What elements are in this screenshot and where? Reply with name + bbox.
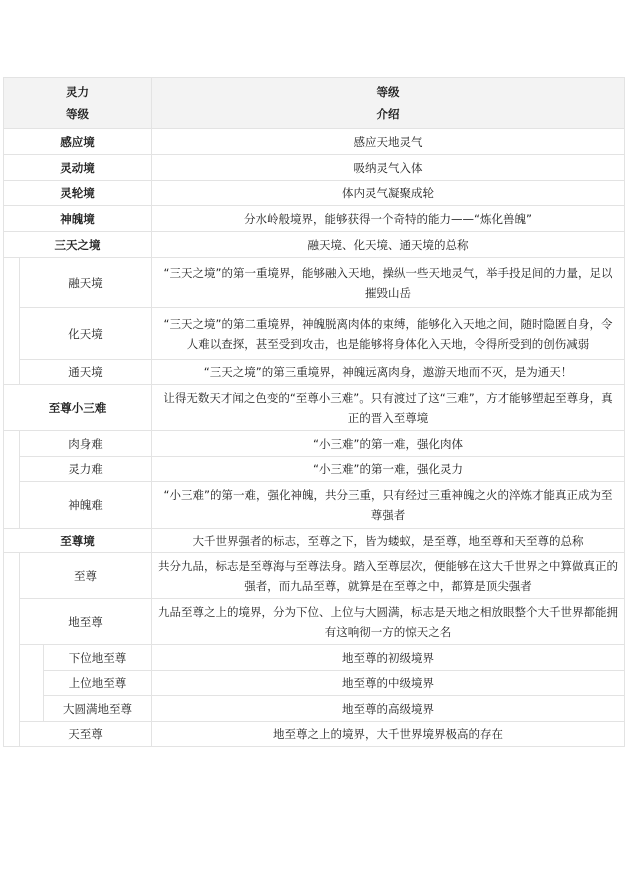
table-row — [4, 645, 625, 671]
table-row — [4, 671, 625, 696]
realm-name: 神魄难 — [20, 482, 152, 529]
realm-table — [3, 77, 625, 747]
realm-name: 地至尊 — [20, 599, 152, 645]
realm-desc: 体内灵气凝聚成轮 — [152, 181, 625, 206]
header-cell-level — [4, 78, 152, 129]
realm-name: 肉身难 — [20, 431, 152, 457]
realm-desc: 九品至尊之上的境界，分为下位、上位与大圆满，标志是天地之相放眼整个大千世界都能拥有这响彻一方的惊天之名 — [152, 599, 625, 645]
table-row — [4, 206, 625, 232]
realm-desc: 共分九品，标志是至尊海与至尊法身。踏入至尊层次，便能够在这大千世界之中算做真正的强者，而九品至尊，就算是在至尊之中，都算是顶尖强者 — [152, 553, 625, 599]
realm-desc: “三天之境”的第一重境界，能够融入天地，操纵一些天地灵气，举手投足间的力量，足以摧毁山岳 — [152, 258, 625, 308]
realm-desc: “小三难”的第一难，强化神魄，共分三重，只有经过三重神魄之火的淬炼才能真正成为至尊强者 — [152, 482, 625, 529]
realm-name: 感应境 — [4, 129, 152, 155]
realm-name: 三天之境 — [4, 232, 152, 258]
realm-name: 灵轮境 — [4, 181, 152, 206]
table-row — [4, 385, 625, 431]
header-text: 等级 — [376, 85, 400, 99]
table-row — [4, 360, 625, 385]
realm-desc: “三天之境”的第二重境界，神魄脱离肉体的束缚，能够化入天地之间，随时隐匿自身，令人难以查探，甚至受到攻击，也是能够将身体化入天地，令得所受到的创伤减弱 — [152, 308, 625, 360]
table-row — [4, 308, 625, 360]
indent-spacer — [4, 431, 20, 529]
realm-name: 化天境 — [20, 308, 152, 360]
header-text: 灵力 — [66, 85, 89, 99]
realm-desc: 大千世界强者的标志，至尊之下，皆为蝼蚁，是至尊，地至尊和天至尊的总称 — [152, 529, 625, 553]
table-row — [4, 155, 625, 181]
table-row — [4, 696, 625, 722]
realm-name: 灵力难 — [20, 457, 152, 482]
table-row — [4, 129, 625, 155]
realm-desc: 分水岭般境界，能够获得一个奇特的能力——“炼化兽魄” — [152, 206, 625, 232]
table-row — [4, 258, 625, 308]
header-cell-intro — [152, 78, 625, 129]
realm-desc: 融天境、化天境、通天境的总称 — [152, 232, 625, 258]
realm-name: 至尊小三难 — [4, 385, 152, 431]
table-row — [4, 722, 625, 747]
realm-desc: 地至尊的高级境界 — [152, 696, 625, 722]
realm-desc: 感应天地灵气 — [152, 129, 625, 155]
table-row — [4, 482, 625, 529]
realm-desc: 吸纳灵气入体 — [152, 155, 625, 181]
realm-name: 至尊 — [20, 553, 152, 599]
realm-desc: “小三难”的第一难，强化灵力 — [152, 457, 625, 482]
table-row — [4, 431, 625, 457]
table-row — [4, 457, 625, 482]
table-row — [4, 529, 625, 553]
realm-desc: 地至尊的中级境界 — [152, 671, 625, 696]
indent-spacer — [20, 645, 44, 722]
realm-desc: “小三难”的第一难，强化肉体 — [152, 431, 625, 457]
realm-desc: 让得无数天才闻之色变的“至尊小三难”。只有渡过了这“三难”，方才能够塑起至尊身，真正的晋入至尊境 — [152, 385, 625, 431]
realm-name: 融天境 — [20, 258, 152, 308]
header-text: 介绍 — [376, 107, 400, 121]
realm-name: 上位地至尊 — [44, 671, 152, 696]
realm-desc: 地至尊的初级境界 — [152, 645, 625, 671]
realm-desc: “三天之境”的第三重境界，神魄远离肉身，遨游天地而不灭，是为通天！ — [152, 360, 625, 385]
realm-name: 下位地至尊 — [44, 645, 152, 671]
table-header-row — [4, 78, 625, 129]
realm-name: 灵动境 — [4, 155, 152, 181]
table-row — [4, 599, 625, 645]
table-row — [4, 181, 625, 206]
realm-name: 至尊境 — [4, 529, 152, 553]
indent-spacer — [4, 553, 20, 747]
indent-spacer — [4, 258, 20, 385]
realm-name: 大圆满地至尊 — [44, 696, 152, 722]
realm-desc: 地至尊之上的境界，大千世界境界极高的存在 — [152, 722, 625, 747]
table-row — [4, 232, 625, 258]
table-row — [4, 553, 625, 599]
header-text: 等级 — [66, 107, 89, 121]
realm-name: 通天境 — [20, 360, 152, 385]
realm-name: 天至尊 — [20, 722, 152, 747]
realm-name: 神魄境 — [4, 206, 152, 232]
